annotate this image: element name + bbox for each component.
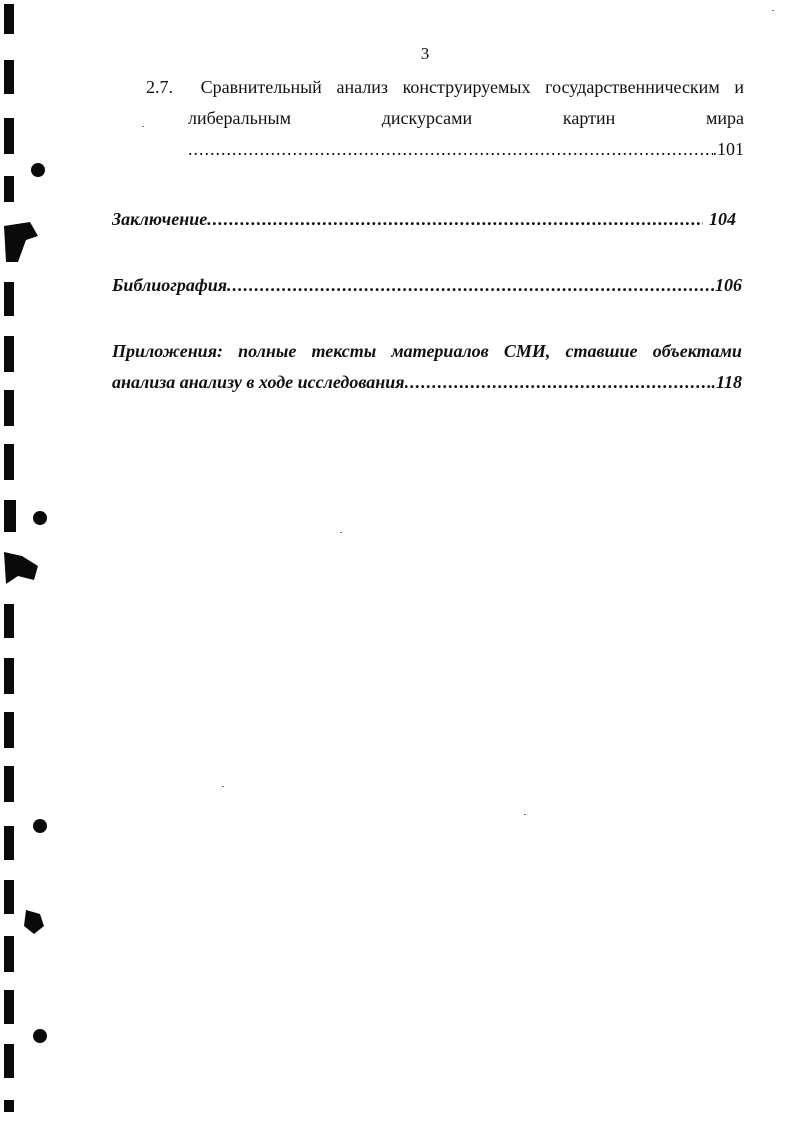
dot-leader	[188, 134, 713, 165]
scan-speck	[524, 814, 526, 815]
binding-bar	[4, 118, 14, 154]
title-word: картин	[562, 108, 616, 128]
toc-line-3	[146, 134, 744, 165]
title-word: государственническим	[545, 77, 720, 97]
toc-entry-appendix[interactable]	[112, 336, 742, 398]
toc-line-2	[112, 367, 742, 398]
dot-leader	[405, 367, 712, 398]
scan-speck	[772, 10, 774, 11]
punch-hole	[33, 511, 47, 525]
binding-bar	[4, 336, 14, 372]
punch-hole	[31, 163, 45, 177]
punch-hole	[33, 1029, 47, 1043]
binding-bar	[4, 282, 14, 316]
binding-bar	[4, 444, 14, 480]
binding-bar	[4, 176, 14, 202]
torn-mark	[24, 910, 44, 934]
binding-bar	[4, 390, 14, 426]
binding-bar	[4, 826, 14, 860]
title-word: объектами	[652, 341, 742, 361]
dot-leader	[207, 204, 703, 235]
title-word: СМИ,	[503, 341, 551, 361]
title-word: полные	[238, 341, 297, 361]
toc-entry-2-7[interactable]	[146, 72, 744, 165]
title-word: и	[734, 77, 744, 97]
binding-bar	[4, 1044, 14, 1078]
binding-bar	[4, 500, 16, 532]
binding-bar	[4, 60, 14, 94]
toc-line-1	[146, 72, 744, 103]
scan-speck	[142, 126, 144, 127]
torn-mark	[4, 552, 38, 584]
page-number: 3	[420, 44, 430, 63]
title-word: материалов	[391, 341, 489, 361]
binding-bar	[4, 712, 14, 748]
title-word: тексты	[311, 341, 377, 361]
page-reference: .118	[711, 372, 742, 392]
title-word: Сравнительный	[200, 77, 322, 97]
binding-bar	[4, 936, 14, 972]
title-word: конструируемых	[402, 77, 531, 97]
entry-label: Заключение	[112, 209, 208, 229]
binding-bar	[4, 990, 14, 1024]
binding-bar	[4, 766, 14, 802]
punch-hole	[33, 819, 47, 833]
entry-label: анализа анализу в ходе исследования	[112, 372, 405, 392]
binding-bar	[4, 880, 14, 914]
binding-bar	[4, 658, 14, 694]
page-reference: 106	[715, 275, 742, 295]
binding-hole-marks	[0, 0, 60, 1136]
toc-row	[112, 204, 736, 235]
title-word: мира	[705, 108, 744, 128]
binding-bar	[4, 604, 14, 638]
section-number: 2.7.	[146, 77, 173, 97]
torn-mark	[4, 222, 38, 262]
dot-leader	[227, 270, 715, 301]
entry-label: Библиография	[112, 275, 228, 295]
scan-speck	[222, 786, 224, 787]
toc-entry-bibliography[interactable]	[112, 270, 742, 301]
binding-bar	[4, 4, 14, 34]
toc-line-1	[112, 336, 742, 367]
scan-speck	[340, 532, 342, 533]
title-word: либеральным	[188, 108, 291, 128]
binding-bar	[4, 1100, 14, 1112]
title-word: анализ	[336, 77, 388, 97]
title-word: Приложения:	[112, 341, 223, 361]
toc-entry-conclusion[interactable]	[112, 204, 736, 235]
title-word: ставшие	[565, 341, 638, 361]
title-word: дискурсами	[381, 108, 473, 128]
toc-row	[112, 270, 742, 301]
page-reference: .101	[712, 139, 744, 159]
page-reference: 104	[709, 209, 736, 229]
toc-line-2	[146, 103, 744, 134]
